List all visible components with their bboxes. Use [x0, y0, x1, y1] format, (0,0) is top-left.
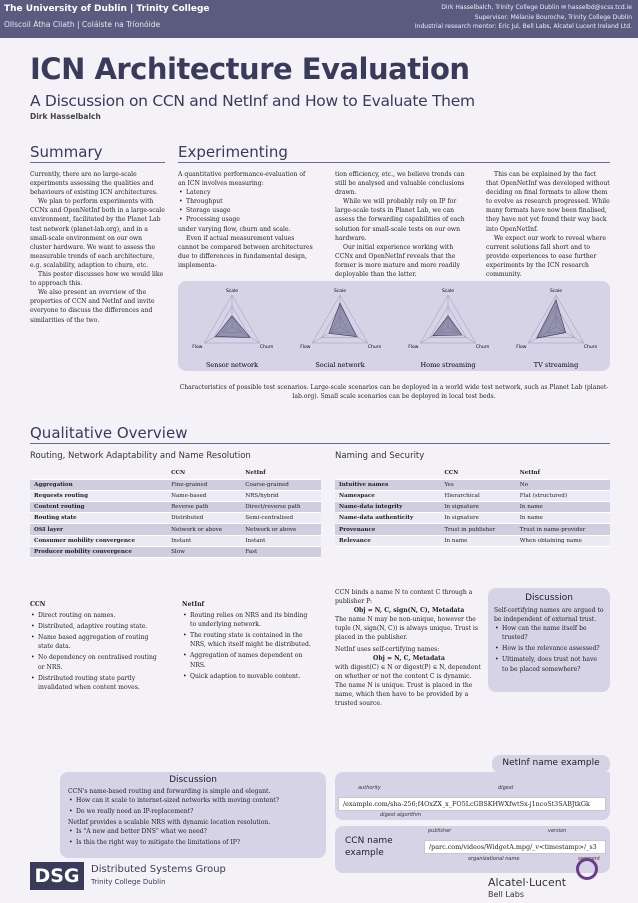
table-cell: Name-based [167, 490, 241, 501]
table-cell: When obtaining name [516, 535, 610, 546]
table-header-row [30, 468, 321, 479]
label-publisher: publisher [428, 828, 452, 834]
list-item: • Ultimately, does trust not have to be placed somewhere? [494, 655, 604, 673]
row-label: Namespace [335, 490, 440, 501]
radar-axis-label: Churn [583, 345, 598, 350]
radar-axis-label: Scale [225, 289, 239, 294]
qualitative-heading: Qualitative Overview [30, 424, 188, 442]
row-label: Name-data integrity [335, 502, 440, 513]
row-label: Consumer mobility convergence [30, 535, 167, 546]
exp-col1-intro: A quantitative performance-evaluation of an ICN involves measuring: [178, 171, 306, 188]
table-cell: Yes [440, 479, 515, 490]
radar-chart [300, 288, 381, 369]
exp-col2-p3: Our initial experience working with CCNx and OpenNetInf reveals that the former is more mature and more readily deployable than the latter. [335, 243, 460, 279]
list-item: • Is "A new and better DNS" what we need? [68, 827, 318, 836]
summary-p1: Currently, there are no large-scale experiments assessing the qualities and behaviours of existing ICN architectures. [30, 171, 158, 197]
exp-col2-p1: tion efficiency, etc., we believe trends can still be analysed and valuable conclusions drawn. [335, 171, 465, 197]
table-cell: In signature [440, 513, 515, 524]
discussion-bottom-list-2 [68, 827, 318, 847]
table-cell: Fast [241, 546, 321, 557]
naming-p3: NetInf uses self-certifying names: [335, 645, 440, 653]
row-label: OSI layer [30, 524, 167, 535]
discussion-right-panel [488, 588, 610, 692]
radar-data-shape [537, 300, 566, 338]
table-cell: NRS/hybrid [241, 490, 321, 501]
ccn-list-title: CCN [30, 601, 46, 608]
radar-axis-label: Flow [408, 345, 419, 350]
table-row [335, 490, 610, 501]
radar-axis-label: Scale [549, 289, 563, 294]
row-label: Routing state [30, 513, 167, 524]
table-row [30, 490, 321, 501]
list-item: • No dependency on centralised routing or NRS. [30, 653, 165, 671]
netinf-list [182, 611, 312, 681]
exp-col2-p2: While we will probably rely on IP for large-scale tests in Planet Lab, we can assess the forwarding capabilities of each solution for small-scale tests on our own hardware. [335, 198, 465, 242]
experimenting-rule [178, 162, 610, 163]
list-item: • Latency [178, 188, 313, 197]
list-item: • Direct routing on names. [30, 611, 165, 620]
netinf-example-url: /example.com/sha-256;f4OxZX_x_FO5LcGBSKHWXfwtSx-j1ncoSt3SABJtkGk [338, 797, 606, 811]
table-cell: Slow [167, 546, 241, 557]
author-info [415, 3, 632, 32]
table-cell: In name [516, 502, 610, 513]
list-item: • Processing usage [178, 215, 313, 224]
discussion-bottom-list-1 [68, 796, 318, 816]
exp-col3-p2: We expect our work to reveal where current solutions fall short and to provide experiences to ease further experiments by the ICN research community. [486, 234, 606, 279]
netinf-routing-block [182, 600, 312, 683]
netinf-example-title: NetInf name example [502, 758, 600, 768]
discussion-right-title: Discussion [525, 593, 573, 603]
discussion-bottom-p1: CCN's name-based routing and forwarding is simple and elegant. [68, 788, 271, 795]
alcatel-logo-icon [576, 858, 598, 880]
list-item: • Name based aggregation of routing state data. [30, 633, 165, 651]
radar-axis-label: Churn [475, 345, 490, 350]
table-cell: Trust in publisher [440, 524, 515, 535]
radar-scenario-name: Social network [315, 361, 365, 369]
table-cell: Direct/reverse path [241, 502, 321, 513]
table-cell: In name [440, 535, 515, 546]
ccn-routing-block [30, 600, 165, 694]
ccn-example-title: CCN name example [345, 836, 393, 858]
table-cell: Reverse path [167, 502, 241, 513]
radar-chart [516, 288, 597, 369]
discussion-right-p1: Self-certifying names are argued to be independent of external trust. [494, 607, 604, 624]
table-row [30, 513, 321, 524]
table-cell: Distributed [167, 513, 241, 524]
table-header-row [335, 468, 610, 479]
radar-scenario-name: Sensor network [205, 361, 259, 369]
radar-caption: Characteristics of possible test scenarios. Large-scale scenarios can be deployed in a world wide test network, such as Planet Lab (planet-lab.org). Small scale scenarios can be deployed in local test beds. [179, 384, 609, 401]
naming-text [335, 588, 483, 708]
row-label: Producer mobility convergence [30, 546, 167, 557]
table-cell: Instant [241, 535, 321, 546]
summary-p4: We also present an overview of the properties of CCN and NetInf and invite everyone to discuss the differences and similarities of the two. [30, 289, 155, 324]
qualitative-rule [30, 443, 610, 444]
mentor-line: Industrial research mentor: Eric Jul, Bell Labs, Alcatel Lucent Ireland Ltd. [414, 23, 632, 30]
netinf-formula: Obj = N, C, Metadata [373, 654, 445, 662]
radar-axis-label: Flow [516, 345, 527, 350]
table-cell: No [516, 479, 610, 490]
list-item: • Is this the right way to mitigate the limitations of IP? [68, 838, 318, 847]
table-cell: Trust in name-provider [516, 524, 610, 535]
poster-title: ICN Architecture Evaluation [30, 52, 470, 86]
list-item: • Distributed, adaptive routing state. [30, 622, 165, 631]
column-header: NetInf [516, 468, 610, 479]
discussion-right-body [494, 606, 604, 674]
radar-chart [192, 288, 273, 369]
bell-labs: Bell Labs [488, 890, 525, 899]
row-label: Provenance [335, 524, 440, 535]
experimenting-col1 [178, 170, 313, 270]
naming-p1: CCN binds a name N to content C through a publisher P: [335, 589, 473, 606]
radar-axis-label: Scale [333, 289, 347, 294]
university-name: The University of Dublin | Trinity College [4, 4, 210, 14]
table-row [335, 513, 610, 524]
poster-subtitle: A Discussion on CCN and NetInf and How to Evaluate Them [30, 92, 475, 110]
routing-table [30, 468, 321, 558]
radar-axis-label: Churn [367, 345, 382, 350]
naming-table [335, 468, 610, 547]
radar-chart [408, 288, 489, 369]
table-row [30, 524, 321, 535]
list-item: • The routing state is contained in the NRS, which itself might be distributed. [182, 631, 312, 649]
radar-axis-label: Scale [441, 289, 455, 294]
ccn-formula: Obj = N, C, sign(N, C), Metadata [353, 607, 465, 615]
table-cell: Flat (structured) [516, 490, 610, 501]
summary-text [30, 170, 165, 325]
radar-charts [178, 281, 610, 371]
table-cell: Network or above [167, 524, 241, 535]
row-label: Aggregation [30, 479, 167, 490]
naming-table-title: Naming and Security [335, 451, 425, 461]
dsg-sub: Trinity College Dublin [91, 878, 166, 886]
radar-data-shape [433, 316, 462, 336]
label-organizational-name: organizational name [468, 856, 520, 862]
discussion-bottom-title: Discussion [169, 775, 217, 785]
column-header: NetInf [241, 468, 321, 479]
row-label: Name-data authenticity [335, 513, 440, 524]
list-item: • Distributed routing state partly invalidated when content moves. [30, 674, 165, 692]
ccn-example-url: /parc.com/videos/WidgetA.mpg/_v<timestamp>/_s3 [424, 840, 606, 854]
table-cell: In signature [440, 502, 515, 513]
header-bar [0, 0, 638, 38]
exp-col3-p1: This can be explained by the fact that OpenNetInf was developed without deciding on final formats to allow them to evolve as research progressed. While many formats have now been finalised, they have not yet found their way back into OpenNetInf. [486, 171, 610, 233]
exp-measure-list [178, 188, 313, 224]
table-cell: Network or above [241, 524, 321, 535]
experimenting-heading: Experimenting [178, 143, 288, 161]
table-row [335, 479, 610, 490]
table-row [30, 479, 321, 490]
ccn-list [30, 611, 165, 692]
dsg-name: Distributed Systems Group [91, 864, 226, 875]
exp-col1-p2: Even if actual measurement values cannot be compared between architectures due to differences in fundamental design, implementa- [178, 234, 313, 269]
discussion-bottom-p2: NetInf provides a scalable NRS with dynamic location resolution. [68, 819, 271, 827]
label-authority: authority [358, 785, 381, 791]
table-cell: Coarse-grained [241, 479, 321, 490]
table-row [30, 502, 321, 513]
list-item: • Aggregation of names dependent on NRS. [182, 651, 312, 669]
list-item: • Quick adaption to movable content. [182, 672, 312, 681]
netinf-example-title-panel [492, 755, 610, 773]
table-cell: Semi-centralised [241, 513, 321, 524]
naming-p4: with digest(C) ∈ N or digest(P) ∈ N, dependent on whether or not the content C is dynamic. The name N is unique. Trust is placed in the name, which then have to be provided by a trusted source. [335, 663, 481, 708]
table-row [335, 502, 610, 513]
table-row [335, 524, 610, 535]
experimenting-col3 [486, 170, 610, 279]
list-item: • How can the name itself be trusted? [494, 624, 604, 642]
radar-data-shape [215, 316, 250, 338]
naming-p2: The name N may be non-unique, however the tuple (N, sign(N, C)) is always unique. Trust is placed in the publisher. [335, 616, 478, 642]
table-cell: In name [516, 513, 610, 524]
discussion-bottom-body [68, 787, 318, 848]
exp-col1-after: under varying flow, churn and scale. [178, 225, 291, 233]
column-header: CCN [440, 468, 515, 479]
summary-p3: This poster discusses how we would like to approach this. [30, 271, 164, 288]
label-version: version [548, 828, 567, 834]
row-label: Content routing [30, 502, 167, 513]
radar-scenario-name: Home streaming [420, 361, 476, 369]
radar-axis-label: Flow [192, 345, 203, 350]
list-item: • Do we really need an IP-replacement? [68, 807, 318, 816]
label-digest-algorithm: digest algorithm [380, 812, 422, 818]
alcatel-name: Alcatel·Lucent [488, 876, 567, 889]
netinf-example-panel [335, 772, 610, 820]
table-cell: Hierarchical [440, 490, 515, 501]
summary-heading: Summary [30, 143, 103, 161]
radar-scenario-name: TV streaming [533, 361, 579, 369]
discussion-bottom-panel [60, 772, 326, 858]
row-label: Relevance [335, 535, 440, 546]
list-item: • How is the relevance assessed? [494, 644, 604, 653]
label-digest: digest [498, 785, 514, 791]
summary-rule [30, 162, 165, 163]
table-row [30, 535, 321, 546]
column-header: CCN [167, 468, 241, 479]
table-row [30, 546, 321, 557]
list-item: • Storage usage [178, 206, 313, 215]
column-header [335, 468, 440, 479]
table-row [335, 535, 610, 546]
author-line: Dirk Hasselbalch, Trinity College Dublin ✉ hasselbd@scss.tcd.ie [441, 4, 632, 11]
radar-data-shape [329, 303, 357, 337]
poster-author: Dirk Hasselbalch [30, 112, 101, 121]
dsg-logo: DSG [30, 862, 84, 890]
list-item: • Routing relies on NRS and its binding to underlying network. [182, 611, 312, 629]
routing-table-title: Routing, Network Adaptability and Name Resolution [30, 451, 251, 461]
label-segment: segment [578, 856, 600, 862]
radar-axis-label: Churn [259, 345, 274, 350]
row-label: Intuitive names [335, 479, 440, 490]
table-cell: Instant [167, 535, 241, 546]
experimenting-col2 [335, 170, 470, 279]
radar-axis-label: Flow [300, 345, 311, 350]
university-name-irish: Ollscoil Átha Cliath | Coláiste na Tríonóide [4, 20, 161, 29]
supervisor-line: Supervisor: Mélanie Bouroche, Trinity College Dublin [474, 13, 632, 21]
table-cell: Fine-grained [167, 479, 241, 490]
list-item: • Throughput [178, 197, 313, 206]
list-item: • How can it scale to internet-sized networks with moving content? [68, 796, 318, 805]
column-header [30, 468, 167, 479]
netinf-list-title: NetInf [182, 601, 205, 608]
row-label: Requests routing [30, 490, 167, 501]
scenario-radar-panel [178, 281, 610, 371]
summary-p2: We plan to perform experiments with CCNx and OpenNetInf both in a large-scale environment, facilitated by the Planet Lab test network (planet-lab.org), and in a small-scale environment on our own cluster hardware. We want to assess the measurable trends of each architecture, e.g. scalability, adaption to churn, etc. [30, 198, 165, 269]
discussion-right-list [494, 624, 604, 673]
